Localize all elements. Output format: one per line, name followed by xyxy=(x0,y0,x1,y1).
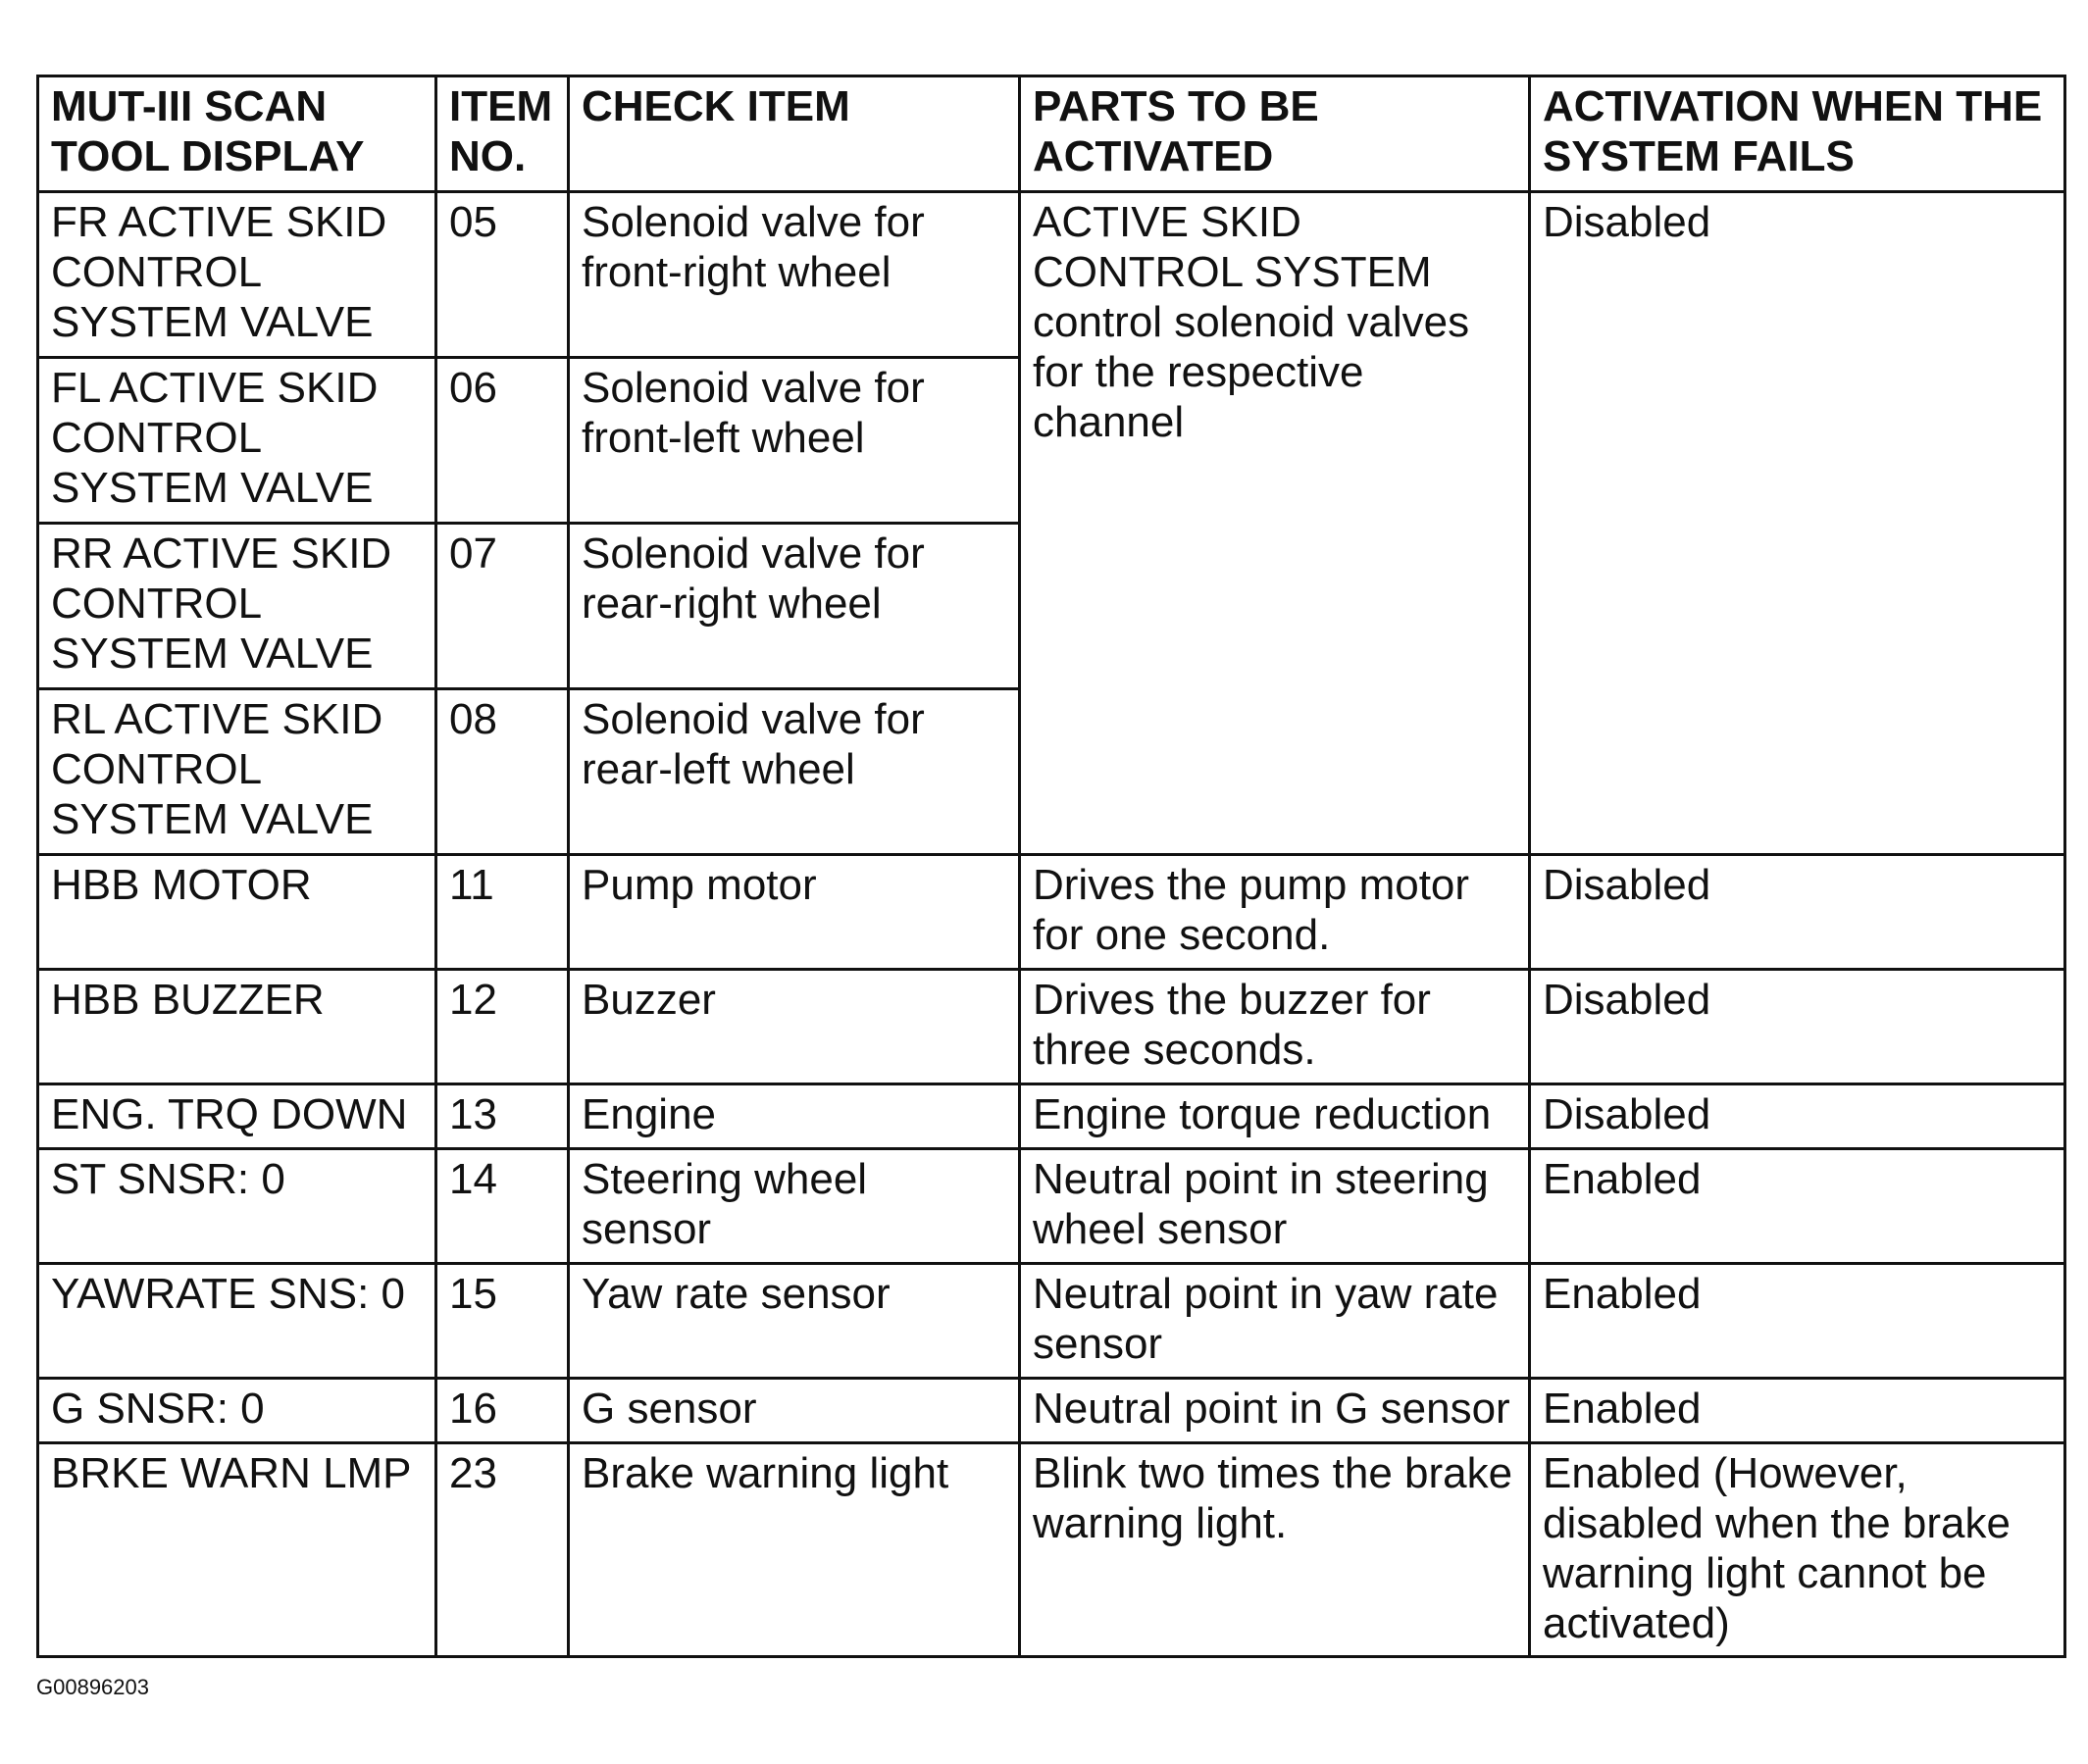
cell-scan-tool-display: G SNSR: 0 xyxy=(38,1379,436,1443)
table-row xyxy=(38,1379,2065,1443)
figure-id: G00896203 xyxy=(36,1675,149,1699)
table-row xyxy=(38,855,2065,970)
cell-scan-tool-display: FR ACTIVE SKID CONTROL SYSTEM VALVE xyxy=(38,192,436,358)
cell-check-item: Yaw rate sensor xyxy=(569,1264,1020,1379)
header-scan-tool-display: MUT-III SCAN TOOL DISPLAY xyxy=(38,76,436,192)
cell-check-item: Solenoid valve for rear-right wheel xyxy=(569,524,1020,689)
cell-check-item: Engine xyxy=(569,1084,1020,1149)
cell-item-no: 05 xyxy=(436,192,569,358)
cell-parts-to-be-activated: Neutral point in steering wheel sensor xyxy=(1020,1149,1530,1264)
cell-check-item: Solenoid valve for front-left wheel xyxy=(569,358,1020,524)
table-row xyxy=(38,970,2065,1084)
table-row xyxy=(38,1443,2065,1657)
header-activation-when-fails: ACTIVATION WHEN THE SYSTEM FAILS xyxy=(1530,76,2065,192)
cell-parts-to-be-activated: Drives the buzzer for three seconds. xyxy=(1020,970,1530,1084)
cell-item-no: 14 xyxy=(436,1149,569,1264)
cell-item-no: 23 xyxy=(436,1443,569,1657)
cell-check-item: Buzzer xyxy=(569,970,1020,1084)
cell-scan-tool-display: ST SNSR: 0 xyxy=(38,1149,436,1264)
table-row xyxy=(38,192,2065,358)
header-check-item: CHECK ITEM xyxy=(569,76,1020,192)
cell-scan-tool-display: ENG. TRQ DOWN xyxy=(38,1084,436,1149)
cell-activation: Enabled xyxy=(1530,1379,2065,1443)
cell-parts-to-be-activated: Engine torque reduction xyxy=(1020,1084,1530,1149)
header-row xyxy=(38,76,2065,192)
cell-scan-tool-display: RL ACTIVE SKID CONTROL SYSTEM VALVE xyxy=(38,689,436,855)
cell-activation: Enabled (However, disabled when the brake warning light cannot be activated) xyxy=(1530,1443,2065,1657)
header-parts-to-be-activated: PARTS TO BE ACTIVATED xyxy=(1020,76,1530,192)
cell-activation: Disabled xyxy=(1530,1084,2065,1149)
cell-parts-to-be-activated: Drives the pump motor for one second. xyxy=(1020,855,1530,970)
cell-check-item: Solenoid valve for rear-left wheel xyxy=(569,689,1020,855)
cell-activation: Disabled xyxy=(1530,855,2065,970)
cell-item-no: 16 xyxy=(436,1379,569,1443)
cell-scan-tool-display: FL ACTIVE SKID CONTROL SYSTEM VALVE xyxy=(38,358,436,524)
cell-parts-to-be-activated-merged: ACTIVE SKID CONTROL SYSTEM control solenoid valves for the respective channel xyxy=(1020,192,1530,855)
table-row xyxy=(38,1084,2065,1149)
actuator-test-table xyxy=(36,75,2066,1658)
cell-check-item: Brake warning light xyxy=(569,1443,1020,1657)
cell-parts-to-be-activated: Neutral point in G sensor xyxy=(1020,1379,1530,1443)
cell-scan-tool-display: BRKE WARN LMP xyxy=(38,1443,436,1657)
cell-check-item: G sensor xyxy=(569,1379,1020,1443)
cell-item-no: 06 xyxy=(436,358,569,524)
cell-item-no: 08 xyxy=(436,689,569,855)
cell-activation: Disabled xyxy=(1530,970,2065,1084)
cell-activation: Enabled xyxy=(1530,1264,2065,1379)
cell-item-no: 11 xyxy=(436,855,569,970)
cell-item-no: 15 xyxy=(436,1264,569,1379)
cell-scan-tool-display: HBB BUZZER xyxy=(38,970,436,1084)
cell-scan-tool-display: YAWRATE SNS: 0 xyxy=(38,1264,436,1379)
cell-parts-to-be-activated: Neutral point in yaw rate sensor xyxy=(1020,1264,1530,1379)
table-row xyxy=(38,1149,2065,1264)
cell-item-no: 07 xyxy=(436,524,569,689)
cell-scan-tool-display: RR ACTIVE SKID CONTROL SYSTEM VALVE xyxy=(38,524,436,689)
header-item-no: ITEM NO. xyxy=(436,76,569,192)
table-row xyxy=(38,1264,2065,1379)
cell-check-item: Solenoid valve for front-right wheel xyxy=(569,192,1020,358)
cell-item-no: 12 xyxy=(436,970,569,1084)
cell-check-item: Steering wheel sensor xyxy=(569,1149,1020,1264)
cell-parts-to-be-activated: Blink two times the brake warning light. xyxy=(1020,1443,1530,1657)
cell-activation-merged: Disabled xyxy=(1530,192,2065,855)
cell-scan-tool-display: HBB MOTOR xyxy=(38,855,436,970)
cell-check-item: Pump motor xyxy=(569,855,1020,970)
cell-activation: Enabled xyxy=(1530,1149,2065,1264)
cell-item-no: 13 xyxy=(436,1084,569,1149)
